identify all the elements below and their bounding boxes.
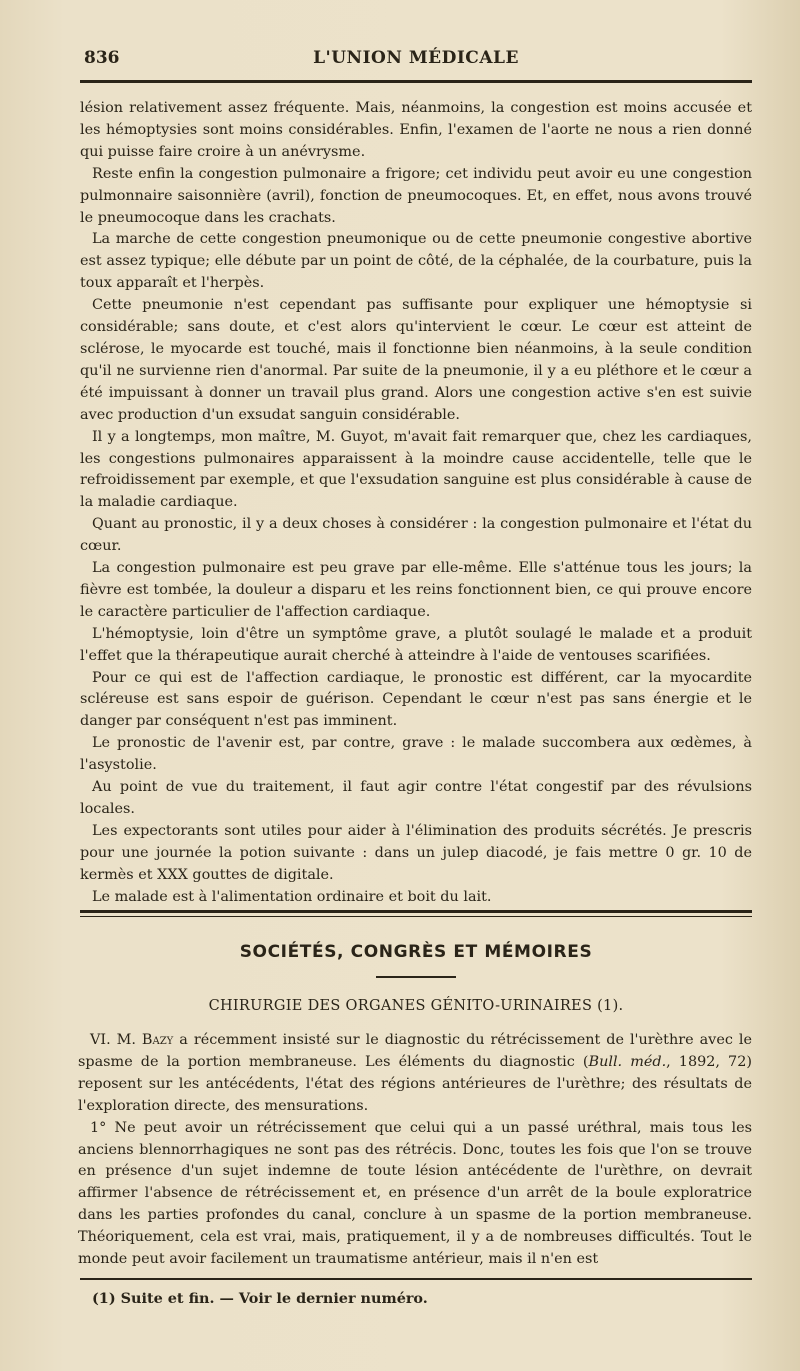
section-rule-top: [80, 910, 752, 913]
section-paragraph: [78, 1030, 752, 1118]
section-title-underline: [376, 976, 456, 978]
section-rule-bottom: [80, 916, 752, 917]
paragraph: Les expectorants sont utiles pour aider à l'élimination des produits sécrétés. Je prescris pour une journée la potion suivante : dans un julep diacodé, je fais mettre 0 gr. 10 de kermès et XXX gouttes de digitale.: [80, 822, 752, 883]
paragraph: Pour ce qui est de l'affection cardiaque, le pronostic est différent, car la myocardite scléreuse est sans espoir de guérison. Cependant le cœur n'est pas sans énergie et le danger par conséquent n'est pas imminent.: [80, 669, 752, 730]
article-body: [80, 98, 752, 909]
subsection-title: CHIRURGIE DES ORGANES GÉNITO-URINAIRES (1).: [208, 998, 624, 1014]
section-title: SOCIÉTÉS, CONGRÈS ET MÉMOIRES: [239, 942, 593, 962]
section-body: [78, 1030, 752, 1271]
paragraph: La marche de cette congestion pneumonique ou de cette pneumonie congestive abortive est assez typique; elle débute par un point de côté, de la céphalée, de la courbature, puis la toux apparaît et l'herpès.: [80, 231, 752, 292]
paragraph-lead: VI. M.: [90, 1032, 142, 1048]
footnote-rule: [80, 1278, 752, 1280]
paragraph: Il y a longtemps, mon maître, M. Guyot, m'avait fait remarquer que, chez les cardiaques, les congestions pulmonaires apparaissent à la moindre cause accidentelle, telle que le refroidissement par exemple, et que l'exsudation sanguine est plus considérable à cause de la maladie cardiaque.: [80, 428, 752, 511]
paragraph: Au point de vue du traitement, il faut agir contre l'état congestif par des révulsions locales.: [80, 779, 752, 817]
paragraph: Cette pneumonie n'est cependant pas suffisante pour expliquer une hémoptysie si considérable; sans doute, et c'est alors qu'intervient le cœur. Le cœur est atteint de sclérose, le myocarde est touché, mais il fonctionne bien néanmoins, à la seule condition qu'il ne survienne rien d'anormal. Par suite de la pneumonie, il y a eu pléthore et le cœur a été impuissant à donner un travail plus grand. Alors une congestion active s'en est suivie avec production d'un exsudat sanguin considérable.: [80, 297, 752, 423]
paragraph: L'hémoptysie, loin d'être un symptôme grave, a plutôt soulagé le malade et a produit l'effet que la thérapeutique aurait cherché à atteindre à l'aide de ventouses scarifiées.: [80, 625, 752, 664]
paragraph-text: a récemment insisté sur le diagnostic du rétrécissement de l'urèthre avec le spasme de la portion membraneuse. Les éléments du diagnostic (: [78, 1032, 752, 1070]
paragraph: Le malade est à l'alimentation ordinaire et boit du lait.: [92, 888, 492, 905]
paragraph-text: , 1892, 72) reposent sur les antécédents, l'état des régions antérieures de l'urèthre; des résultats de l'exploration directe, des mensurations.: [78, 1053, 752, 1114]
footnote: (1) Suite et fin. — Voir le dernier numéro.: [92, 1290, 428, 1307]
page-header: [80, 48, 752, 74]
reference-title: Bull. méd.: [588, 1053, 667, 1070]
running-title: L'UNION MÉDICALE: [313, 48, 519, 68]
author-name: Bazy: [141, 1032, 174, 1048]
paragraph: lésion relativement assez fréquente. Mais, néanmoins, la congestion est moins accusée et les hémoptysies sont moins considérables. Enfin, l'examen de l'aorte ne nous a rien donné qui puisse faire croire à un anévrysme.: [80, 100, 752, 160]
paragraph: La congestion pulmonaire est peu grave par elle-même. Elle s'atténue tous les jours; la fièvre est tombée, la douleur a disparu et les reins fonctionnent bien, ce qui prouve encore le caractère particulier de l'affection cardiaque.: [80, 560, 752, 620]
paragraph: Le pronostic de l'avenir est, par contre, grave : le malade succombera aux œdèmes, à l'asystolie.: [80, 735, 752, 774]
section-paragraph: 1° Ne peut avoir un rétrécissement que celui qui a un passé uréthral, mais tous les anciens blennorrhagiques ne sont pas des rétrécis. Donc, toutes les fois que l'on se trouve en présence d'un sujet indemne de toute lésion antécédente de l'urèthre, on devrait affirmer l'absence de rétrécissement et, en présence d'un arrêt de la boule exploratrice dans les parties profondes du canal, conclure à un spasme de la portion membraneuse. Théoriquement, cela est vrai, mais, pratiquement, il y a de nombreuses difficultés. Tout le monde peut avoir facilement un traumatisme antérieur, mais il n'en est: [78, 1119, 752, 1268]
header-rule: [80, 80, 752, 83]
paragraph: Reste enfin la congestion pulmonaire a frigore; cet individu peut avoir eu une congestion pulmonnaire saisonnière (avril), fonction de pneumocoques. Et, en effet, nous avons trouvé le pneumocoque dans les crachats.: [80, 165, 752, 226]
paragraph: Quant au pronostic, il y a deux choses à considérer : la congestion pulmonaire et l'état du cœur.: [80, 516, 752, 555]
page-number: 836: [84, 48, 120, 68]
